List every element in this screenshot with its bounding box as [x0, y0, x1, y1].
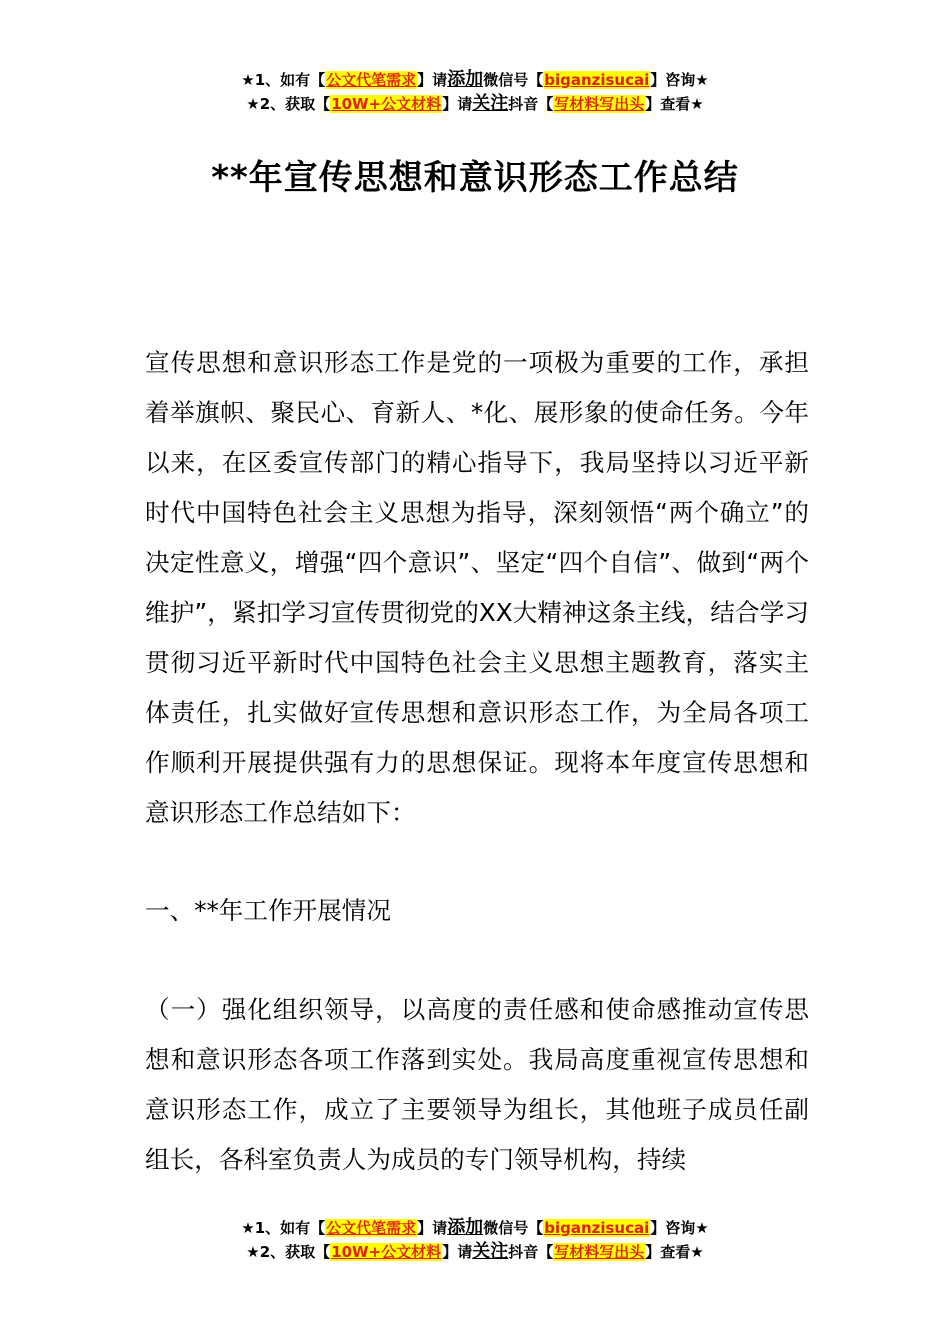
highlight-wechat-id: biganzisucai	[544, 1219, 650, 1237]
document-title: **年宣传思想和意识形态工作总结	[211, 158, 739, 198]
intro-paragraph: 宣传思想和意识形态工作是党的一项极为重要的工作，承担着举旗帜、聚民心、育新人、*化、展形象的使命任务。今年以来，在区委宣传部门的精心指导下，我局坚持以习近平新时代中国特色社会主义思想为指导，深刻领悟“两个确立”的决定性意义，增强“四个意识”、坚定“四个自信”、做到“两个维护”，紧扣学习宣传贯彻党的XX大精神这条主线，结合学习贯彻习近平新时代中国特色社会主义思想主题教育，落实主体责任，扎实做好宣传思想和意识形态工作，为全局各项工作顺利开展提供强有力的思想保证。现将本年度宣传思想和意识形态工作总结如下：	[145, 348, 809, 827]
highlight-materials: 10W+公文材料	[331, 1243, 442, 1261]
top-ad-banner	[0, 68, 950, 116]
section-paragraph: （一）强化组织领导，以高度的责任感和使命感推动宣传思想和意识形态各项工作落到实处。我局高度重视宣传思想和意识形态工作，成立了主要领导为组长，其他班子成员任副组长，各科室负责人为成员的专门领导机构，持续	[145, 995, 809, 1174]
bottom-ad-banner	[0, 1216, 950, 1264]
highlight-ghostwriting: 公文代笔需求	[326, 71, 417, 89]
highlight-wechat-id: biganzisucai	[544, 71, 650, 89]
highlight-douyin-account: 写材料写出头	[554, 95, 645, 113]
banner-line-2: ★2、获取【10W+公文材料】请关注抖音【写材料写出头】查看★	[246, 93, 704, 114]
banner-line-2: ★2、获取【10W+公文材料】请关注抖音【写材料写出头】查看★	[246, 1241, 704, 1262]
highlight-ghostwriting: 公文代笔需求	[326, 1219, 417, 1237]
banner-line-1: ★1、如有【公文代笔需求】请添加微信号【biganzisucai】咨询★	[241, 69, 709, 90]
highlight-materials: 10W+公文材料	[331, 95, 442, 113]
section-heading: 一、**年工作开展情况	[145, 896, 391, 925]
banner-line-1: ★1、如有【公文代笔需求】请添加微信号【biganzisucai】咨询★	[241, 1217, 709, 1238]
highlight-douyin-account: 写材料写出头	[554, 1243, 645, 1261]
